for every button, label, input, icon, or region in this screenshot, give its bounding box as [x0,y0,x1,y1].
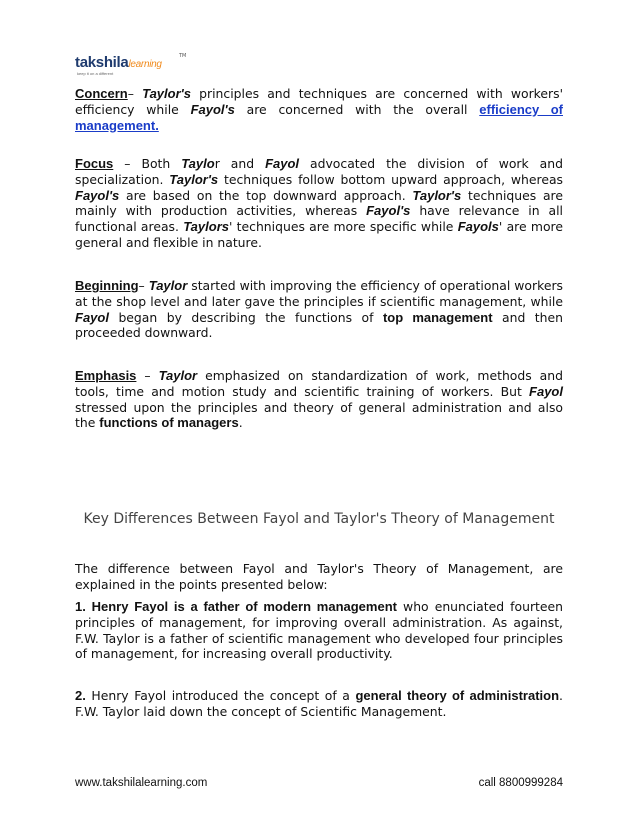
term: Fayol [529,383,563,399]
term: Fayol [265,156,300,171]
bold-term: top management [382,309,493,325]
term: Fayol's [75,187,120,203]
concern-title: Concern [75,86,128,101]
beginning-title: Beginning [75,278,139,293]
text-run: emphasized on standardization of work, methods and tools, time and motion study and scientific training of workers. But [75,368,563,399]
intro-paragraph: The difference between Fayol and Taylor's Theory of Management, are explained in the points presented below: [75,561,563,592]
bold-term: general theory of administration [355,688,560,703]
point-2-paragraph [75,688,563,720]
term: Fayols [457,219,499,235]
text-run: stressed upon the principles and theory of general administration and also the [75,399,563,431]
beginning-paragraph [75,278,563,341]
text-run: ' techniques are more specific while [228,219,458,235]
term: Taylo [181,156,215,171]
text-run: r and [214,156,266,171]
text-run: principles and techniques are concerned with workers' efficiency while [75,86,563,117]
point-1-paragraph [75,599,563,662]
text-run: . [238,415,243,431]
logo-sub-text: learning [128,59,162,70]
logo-tagline: keep it on a different [77,71,114,76]
footer-phone: call 8800999284 [478,777,563,789]
logo-main-text: takshila [75,54,129,71]
term: Fayol's [190,101,235,117]
text-run: techniques are mainly with production activities, whereas [75,187,563,219]
concern-paragraph [75,86,563,133]
text-run: – Both [113,156,182,171]
text-run: are based on the top downward approach. [119,187,413,203]
term: Taylor [148,278,188,293]
text-run: techniques follow bottom upward approach, whereas [218,171,563,187]
term: Taylor's [169,171,219,187]
text-run: Henry Fayol introduced the concept of a [85,688,356,703]
term: Taylor's [412,187,462,203]
footer-website: www.takshilalearning.com [75,777,208,789]
emphasis-title: Emphasis [75,368,137,383]
bold-term: functions of managers [99,415,239,431]
text-run: started with improving the efficiency of operational workers at the shop level and later gave the principles if scientific management, while [75,278,564,309]
text-run: and then proceeded downward. [75,309,563,341]
text-run: have relevance in all functional areas. [75,203,564,235]
text-run: are concerned with the overall [234,101,480,117]
term: Taylor's [142,86,191,101]
term: Taylor [158,368,198,383]
takshila-logo [75,50,185,78]
focus-title: Focus [75,156,114,171]
text-run: ' are more general and flexible in nature. [75,219,563,250]
bold-term: 2. [75,688,86,703]
text-run: – [136,368,159,383]
efficiency-link[interactable]: efficiency of management. [75,101,563,133]
text-run: . F.W. Taylor laid down the concept of Scientific Management. [75,688,563,719]
text-run: advocated the division of work and specialization. [75,156,563,187]
emphasis-paragraph [75,368,563,431]
term: Fayol's [366,203,411,219]
logo-wordmark [75,54,162,71]
bold-term: 1. Henry Fayol is a father of modern management [75,599,397,614]
logo-tm: TM [179,53,187,59]
term: Taylors [183,219,229,235]
text-run: who enunciated fourteen principles of management, for improving overall administration. As against, F.W. Taylor is a father of scientific management who developed four principles of management, for increasing overall productivity. [75,599,564,662]
text-run: – [138,278,149,293]
section-heading: Key Differences Between Fayol and Taylor's Theory of Management [83,511,555,527]
text-run: – [127,86,143,101]
text-run: began by describing the functions of [108,309,383,325]
term: Fayol [75,309,109,325]
focus-paragraph [75,156,563,251]
